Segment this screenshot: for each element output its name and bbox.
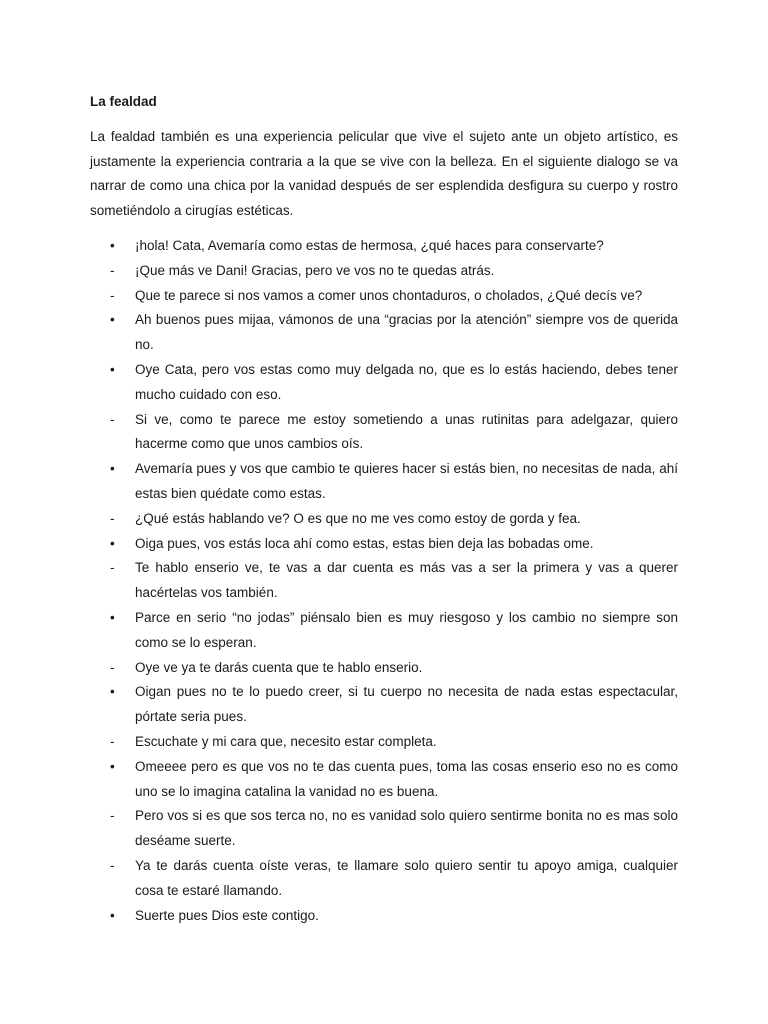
dialogue-line xyxy=(90,234,678,259)
dialogue-text: Escuchate y mi cara que, necesito estar completa. xyxy=(135,733,437,749)
dialogue-line xyxy=(90,730,678,755)
bullet-marker: • xyxy=(110,461,115,477)
dialogue-text: Parce en serio “no jodas” piénsalo bien es muy riesgoso y los cambio no siempre son como se lo esperan. xyxy=(135,609,678,650)
dialogue-text: Oye ve ya te darás cuenta que te hablo enserio. xyxy=(135,659,423,675)
dialogue-text: Oigan pues no te lo puedo creer, si tu cuerpo no necesita de nada estas espectacular, pórtate seria pues. xyxy=(135,684,678,725)
dialogue-line xyxy=(90,308,678,358)
bullet-marker: • xyxy=(110,535,115,551)
dash-marker: - xyxy=(110,262,115,278)
dialogue-line xyxy=(90,556,678,606)
intro-paragraph: La fealdad también es una experiencia pelicular que vive el sujeto ante un objeto artístico, es justamente la experiencia contraria a la que se vive con la belleza. En el siguiente dialogo se va narrar de como una chica por la vanidad después de ser esplendida desfigura su cuerpo y rostro sometiéndolo a cirugías estéticas. xyxy=(90,129,678,219)
dialogue-line xyxy=(90,606,678,656)
dialogue-line xyxy=(90,532,678,557)
dialogue-text: Avemaría pues y vos que cambio te quieres hacer si estás bien, no necesitas de nada, ahí estas bien quédate como estas. xyxy=(135,461,678,501)
dialogue-line xyxy=(90,408,678,458)
dash-marker: - xyxy=(110,560,115,576)
dialogue-text: Que te parece si nos vamos a comer unos chontaduros, o cholados, ¿Qué decís ve? xyxy=(135,287,643,303)
dialogue-text: ¡Que más ve Dani! Gracias, pero ve vos no te quedas atrás. xyxy=(135,262,495,278)
bullet-marker: • xyxy=(110,758,115,774)
bullet-marker: • xyxy=(110,609,115,625)
dialogue-text: Pero vos si es que sos terca no, no es vanidad solo quiero sentirme bonita no es mas solo deséame suerte. xyxy=(135,808,678,849)
dialogue-line xyxy=(90,755,678,805)
dialogue-text: Si ve, como te parece me estoy sometiendo a unas rutinitas para adelgazar, quiero hacerme como que unos cambios oís. xyxy=(135,411,678,452)
dialogue-line xyxy=(90,457,678,507)
dialogue-line xyxy=(90,804,678,854)
dialogue-line xyxy=(90,259,678,284)
dialogue-line xyxy=(90,358,678,408)
dialogue-text: Oiga pues, vos estás loca ahí como estas, estas bien deja las bobadas ome. xyxy=(135,535,594,551)
dialogue-text: Ya te darás cuenta oíste veras, te llamare solo quiero sentir tu apoyo amiga, cualquier cosa te estaré llamando. xyxy=(135,857,678,898)
dash-marker: - xyxy=(110,411,115,427)
dialogue-text: Omeeee pero es que vos no te das cuenta pues, toma las cosas enserio eso no es como uno se lo imagina catalina la vanidad no es buena. xyxy=(135,758,678,799)
dialogue-line xyxy=(90,680,678,730)
dialogue-text: Te hablo enserio ve, te vas a dar cuenta es más vas a ser la primera y vas a querer hacértelas vos también. xyxy=(135,560,678,601)
dialogue-text: ¿Qué estás hablando ve? O es que no me ves como estoy de gorda y fea. xyxy=(135,510,581,526)
dialogue-line xyxy=(90,854,678,904)
dialogue-text: Oye Cata, pero vos estas como muy delgada no, que es lo estás haciendo, debes tener mucho cuidado con eso. xyxy=(135,361,678,402)
bullet-marker: • xyxy=(110,361,115,377)
dialogue-line xyxy=(90,656,678,681)
dash-marker: - xyxy=(110,808,115,824)
dash-marker: - xyxy=(110,733,115,749)
bullet-marker: • xyxy=(110,907,115,923)
dialogue-text: Suerte pues Dios este contigo. xyxy=(135,907,319,923)
bullet-marker: • xyxy=(110,238,115,253)
dash-marker: - xyxy=(110,287,115,303)
dialogue-list xyxy=(90,234,678,928)
bullet-marker: • xyxy=(110,312,115,328)
document-title: La fealdad xyxy=(90,94,157,109)
dialogue-line xyxy=(90,284,678,309)
bullet-marker: • xyxy=(110,684,115,700)
dash-marker: - xyxy=(110,857,115,873)
dialogue-text: ¡hola! Cata, Avemaría como estas de hermosa, ¿qué haces para conservarte? xyxy=(135,238,604,253)
dialogue-text: Ah buenos pues mijaa, vámonos de una “gracias por la atención” siempre vos de querida no. xyxy=(135,312,678,353)
dash-marker: - xyxy=(110,510,115,526)
dialogue-line xyxy=(90,507,678,532)
dash-marker: - xyxy=(110,659,115,675)
dialogue-line xyxy=(90,904,678,929)
